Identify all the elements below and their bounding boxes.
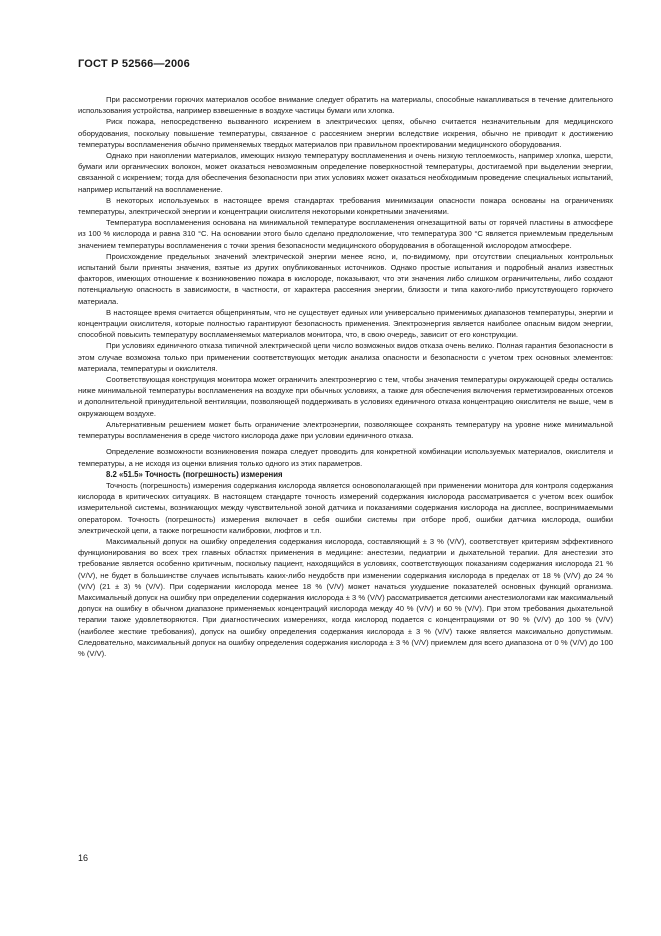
document-body	[78, 94, 613, 659]
page-header-title: ГОСТ Р 52566—2006	[78, 58, 190, 70]
paragraph: В настоящее время считается общепринятым, что не существует единых или универсально применимых диапазонов температуры, энергии и концентрации окислителя, которые полностью гарантируют безопасность применения. Электроэнергия является наиболее опасным видом энергии, способной повысить температуру воспламеняемых материалов монитора, что, в свою очередь, зависит от его конструкции.	[78, 307, 613, 340]
page-number: 16	[78, 853, 89, 863]
paragraph: Происхождение предельных значений электрической энергии менее ясно, и, по-видимому, при отсутствии специальных контрольных испытаний были приняты значения, взятые из других опубликованных источников. Однако простые испытания и подробный анализ известных факторов, имеющих отношение к возникновению пожара в кислороде, показывают, что эти значения либо слишком ограничительны, либо создают потенциальную опасность в зависимости, в частности, от характера рассеяния энергии, близости и типа какого-либо присутствующего горючего материала.	[78, 251, 613, 306]
paragraph: Риск пожара, непосредственно вызванного искрением в электрических цепях, обычно считается незначительным для медицинского оборудования, поскольку повышение температуры, связанное с рассеянием энергии вследствие искрения, обычно не приводит к достижению температуры воспламенения обычно применяемых твердых материалов при правильном проектировании медицинского оборудования.	[78, 117, 613, 149]
section-heading: 8.2 «51.5» Точность (погрешность) измерения	[106, 469, 283, 479]
paragraph: Альтернативным решением может быть ограничение электроэнергии, позволяющее сохранять температуру на уровне ниже минимальной температуры воспламенения в среде чистого кислорода даже при условии единичного отказа.	[78, 419, 613, 441]
paragraph: Максимальный допуск на ошибку определения содержания кислорода, составляющий ± 3 % (V/V), соответствует критериям эффективного функционирования во всех трех главных областях применения в медицине: анестезии, педиатрии и дыхательной терапии. Для анестезии это требование является особенно критичным, поскольку пациент, находящийся в условиях, соответствующих показаниям содержания кислорода 21 % (V/V), не будет в большинстве случаев испытывать каких-либо неудобств при изменении содержания кислорода в пределах от 18 % (V/V) до 24 % (V/V) (21 ± 3) % (V/V). При содержании кислорода менее 18 % (V/V) может начаться ухудшение показателей основных функций организма. Максимальный допуск на ошибку при определении содержания кислорода ± 3 % (V/V) рассматривается детскими анестезиологами как максимальный допуск на ошибку в обычном диапазоне применяемых концентраций кислорода между 40 % (V/V) и 60 % (V/V). При этом требования дыхательной терапии также удовлетворяются. При диагностических измерениях, когда кислород подается с концентрациями от 90 % (V/V) до 100 % (V/V) (наиболее жесткие требования), допуск на ошибку определения содержания кислорода ± 3 % (V/V) также является максимально допустимым. Следовательно, максимальный допуск на ошибку определения содержания кислорода ± 3 % (V/V) приемлем для всего диапазона от 0 % (V/V) до 100 % (V/V).	[78, 536, 613, 658]
paragraph: Точность (погрешность) измерения содержания кислорода является основополагающей при применении монитора для контроля содержания кислорода в критических ситуациях. В настоящем стандарте точность измерений содержания кислорода рассматривается с учетом всех ошибок измерительной системы, возникающих между чувствительной зоной датчика и показаниями содержания кислорода на дисплее, воспринимаемыми оператором. Точность (погрешность) измерения включает в себя ошибки системы при отборе проб, ошибки датчика кислорода, ошибки электрической цепи, а также погрешности калибровки, люфтов и т.п.	[78, 480, 613, 535]
paragraph: Однако при накоплении материалов, имеющих низкую температуру воспламенения и очень низкую теплоемкость, например хлопка, шерсти, бумаги или органических волокон, может оказаться невозможным определение поверхностной температуры, достигаемой при выделении энергии, связанной с искрением; тогда для обеспечения безопасности при этих условиях может оказаться необходимым проведение специальных испытаний, например испытаний на воспламенение.	[78, 151, 613, 194]
paragraph: Соответствующая конструкция монитора может ограничить электроэнергию с тем, чтобы значения температуры окружающей среды остались ниже минимальной температуры воспламенения на воздухе при обычных условиях, а также для обеспечения включения герметизированных отсеков и дополнительной принудительной вентиляции, позволяющей поддерживать в условиях единичного отказа концентрацию окислителя не выше, чем в окружающем воздухе.	[78, 375, 613, 418]
paragraph: В некоторых используемых в настоящее время стандартах требования минимизации опасности пожара основаны на ограничениях температуры, электрической энергии и концентрации окислителя некоторыми конкретными значениями.	[78, 195, 613, 217]
paragraph: Температура воспламенения основана на минимальной температуре воспламенения огнезащитной ваты от горячей пластины в атмосфере из 100 % кислорода и равна 310 °С. На основании этого было сделано предположение, что температура 300 °С является приемлемым предельным значением температуры воспламенения с точки зрения безопасности медицинского оборудования в обогащенной кислородом атмосфере.	[78, 218, 613, 250]
paragraph: При рассмотрении горючих материалов особое внимание следует обратить на материалы, способные накапливаться в течение длительного использования устройства, например взвешенные в воздухе частицы бумаги или хлопка.	[78, 95, 613, 116]
paragraph: При условиях единичного отказа типичной электрической цепи число возможных видов отказа очень велико. Полная гарантия безопасности в этом случае возможна только при применении соответствующих методик анализа опасности и безопасности с учетом трех основных элементов: материала, температуры и окислителя.	[78, 341, 613, 373]
paragraph: Определение возможности возникновения пожара следует проводить для конкретной комбинации используемых материалов, окислителя и температуры, а не исходя из оценки влияния только одного из этих параметров.	[78, 447, 613, 468]
